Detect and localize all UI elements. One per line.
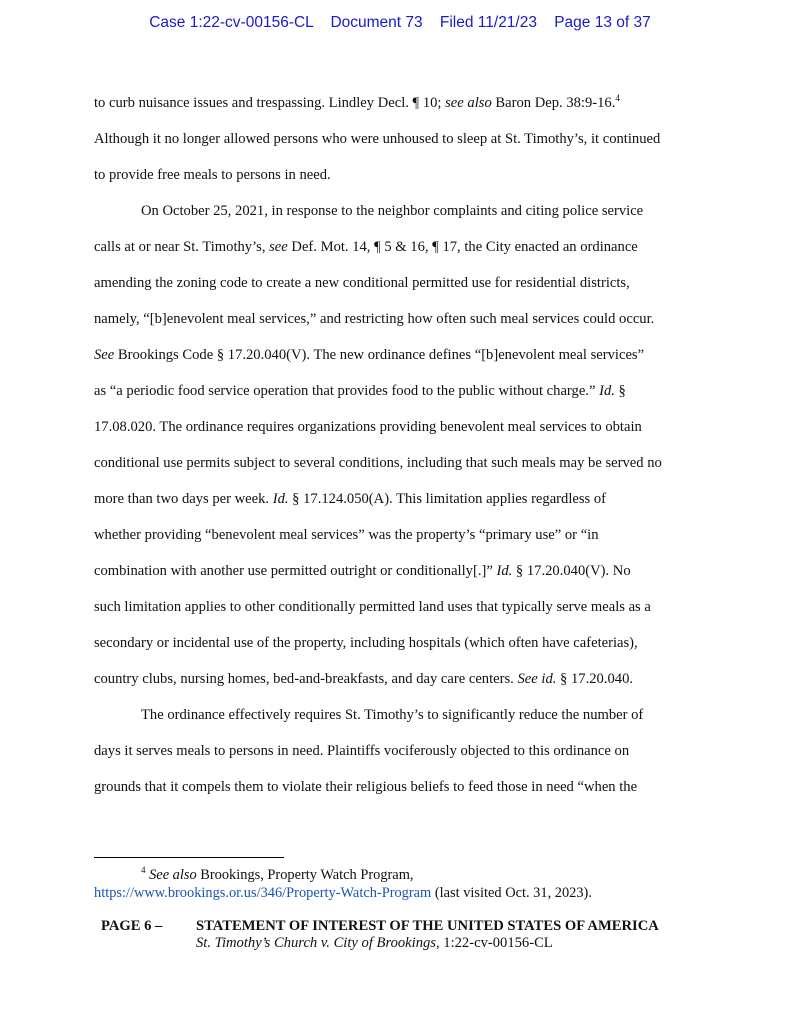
page-footer (101, 918, 659, 952)
page-count: Page 13 of 37 (554, 14, 651, 31)
footnote-visited: (last visited Oct. 31, 2023). (431, 885, 592, 901)
footnote-text: Brookings, Property Watch Program, (196, 867, 414, 883)
text-line: namely, “[b]enevolent meal services,” and restricting how often such meal services could occur. (94, 311, 655, 327)
text-line: country clubs, nursing homes, bed-and-breakfasts, and day care centers. See id. § 17.20.040. (94, 671, 634, 687)
text-line: combination with another use permitted outright or conditionally[.]” Id. § 17.20.040(V). No (94, 563, 631, 579)
footnote-link[interactable]: https://www.brookings.or.us/346/Property-Watch-Program (94, 885, 432, 901)
text-line: more than two days per week. Id. § 17.124.050(A). This limitation applies regardless of (94, 491, 607, 507)
text-line: such limitation applies to other conditionally permitted land uses that typically serve meals as a (94, 599, 651, 615)
text-line: On October 25, 2021, in response to the neighbor complaints and citing police service (141, 203, 644, 219)
footer-caption: St. Timothy’s Church v. City of Brookings (196, 935, 436, 951)
document-number: Document 73 (330, 14, 423, 31)
text-line: whether providing “benevolent meal services” was the property’s “primary use” or “in (94, 527, 599, 543)
text-line: to curb nuisance issues and trespassing. Lindley Decl. ¶ 10; see also Baron Dep. 38:9-16.$^4$ (94, 93, 620, 111)
text-line: grounds that it compels them to violate their religious beliefs to feed those in need “when the (94, 779, 638, 795)
footnote-ref[interactable]: 4 (615, 93, 620, 103)
text-line: The ordinance effectively requires St. Timothy’s to significantly reduce the number of (141, 707, 644, 723)
footer-page-label: PAGE 6 – (101, 918, 163, 934)
case-number: Case 1:22-cv-00156-CL (149, 14, 314, 31)
text-line: conditional use permits subject to several conditions, including that such meals may be served no (94, 455, 662, 471)
footnote (94, 866, 734, 902)
text-line: to provide free meals to persons in need. (94, 167, 331, 183)
body-text (94, 92, 714, 812)
text-line: as “a periodic food service operation that provides food to the public without charge.” Id. § (94, 383, 626, 399)
text-line: amending the zoning code to create a new conditional permitted use for residential districts, (94, 275, 630, 291)
text-line: Although it no longer allowed persons who were unhoused to sleep at St. Timothy’s, it continued (94, 131, 661, 147)
footnote-number: 4 (141, 865, 146, 875)
footnote-see-also: See also (149, 867, 197, 883)
footnote-divider (94, 857, 284, 858)
filed-date: Filed 11/21/23 (439, 14, 537, 31)
text-line: secondary or incidental use of the property, including hospitals (which often have cafeterias), (94, 635, 638, 651)
footer-case-number: , 1:22-cv-00156-CL (435, 935, 553, 951)
case-header (0, 14, 800, 32)
text-line: See Brookings Code § 17.20.040(V). The new ordinance defines “[b]enevolent meal services” (94, 347, 645, 363)
text-line: calls at or near St. Timothy’s, see Def. Mot. 14, ¶ 5 & 16, ¶ 17, the City enacted an ordinance (94, 239, 638, 255)
text-line: days it serves meals to persons in need. Plaintiffs vociferously objected to this ordinance on (94, 743, 630, 759)
text-line: 17.08.020. The ordinance requires organizations providing benevolent meal services to obtain (94, 419, 642, 435)
footer-title: STATEMENT OF INTEREST OF THE UNITED STATES OF AMERICA (196, 918, 659, 934)
